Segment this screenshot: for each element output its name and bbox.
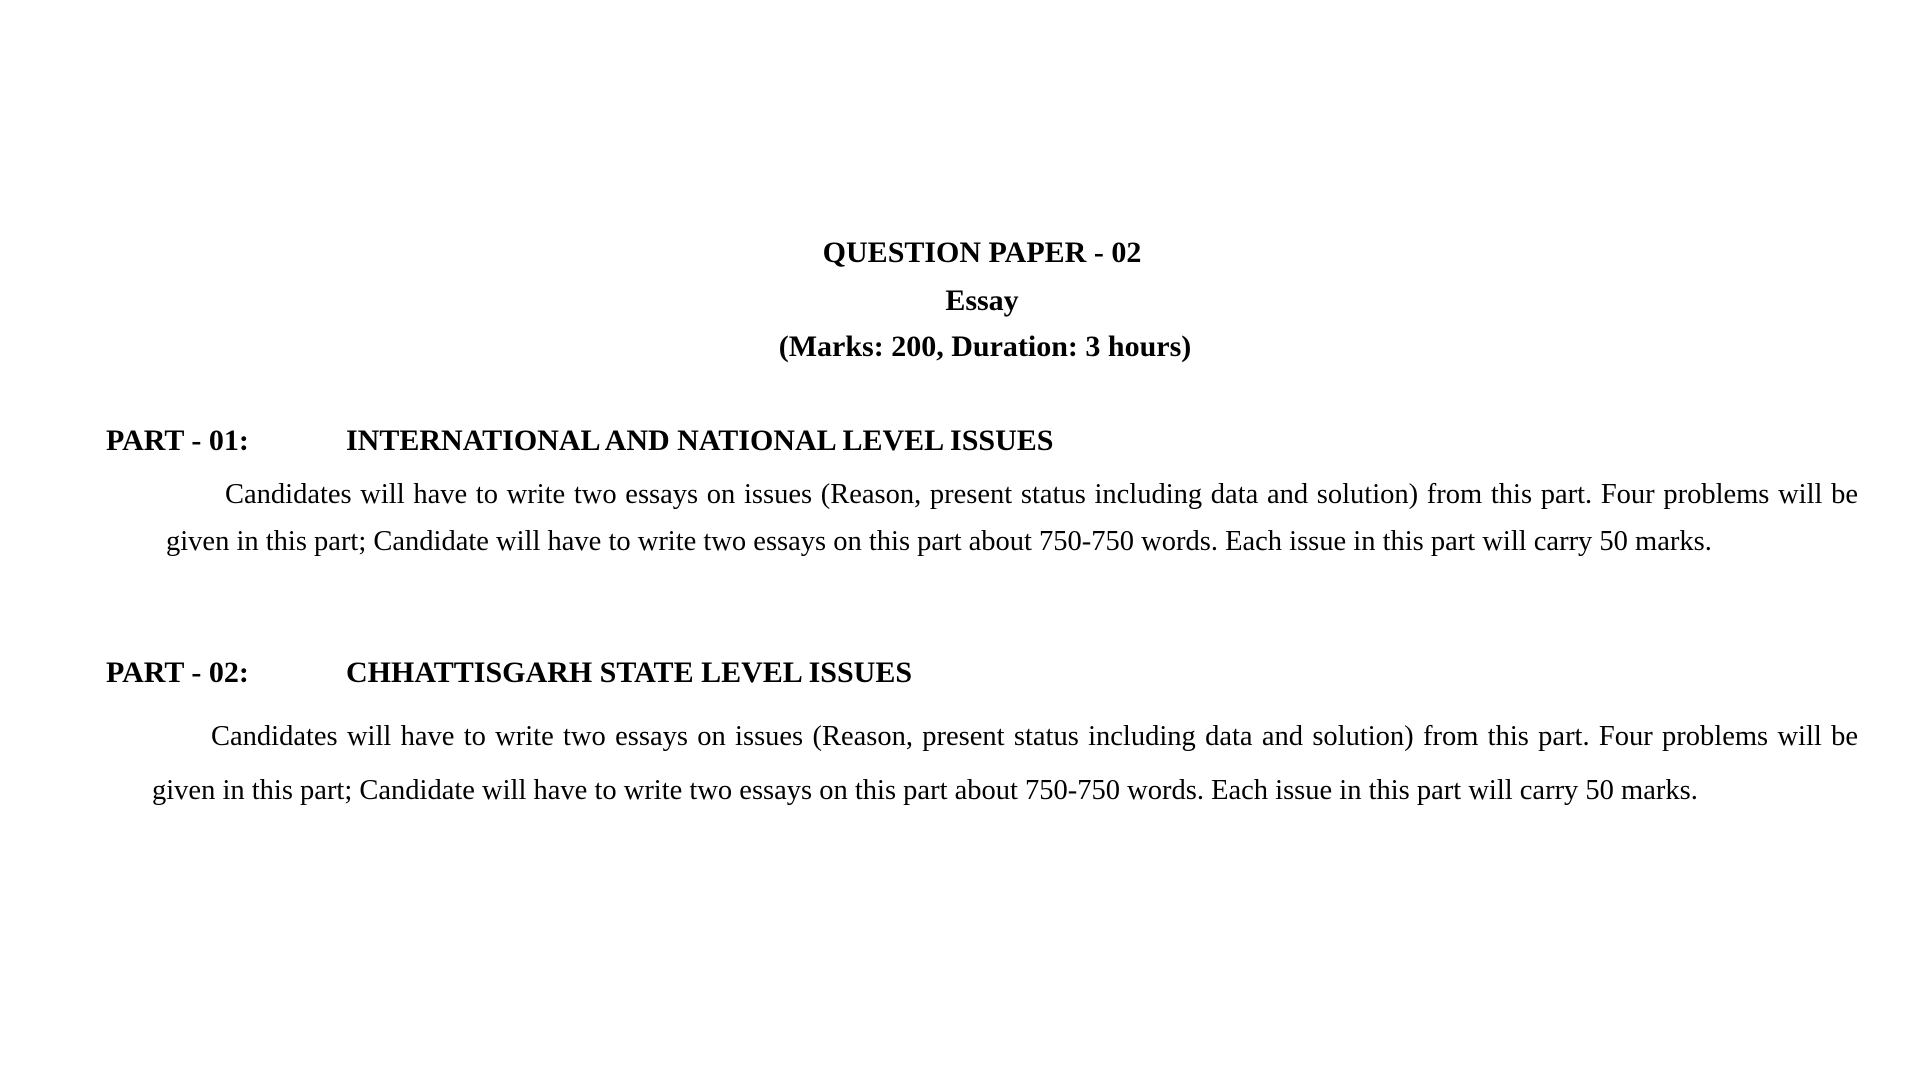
paper-marks-duration: (Marks: 200, Duration: 3 hours) [778,330,1192,363]
part-1-heading [106,424,1053,458]
part-2-heading [106,656,912,690]
part-1-body: Candidates will have to write two essays on issues (Reason, present status including data and solution) from this part. Four problems will be given in this part; Candidate will have to write two essays on this part about 750-750 words. Each issue in this part will carry 50 marks. [166,479,1858,557]
part-2-title: CHHATTISGARH STATE LEVEL ISSUES [346,656,913,689]
part-2-body: Candidates will have to write two essays on issues (Reason, present status including data and solution) from this part. Four problems will be given in this part; Candidate will have to write two essays on this part about 750-750 words. Each issue in this part will carry 50 marks. [152,721,1858,806]
part-2-label: PART - 02: [106,656,249,689]
part-1-title: INTERNATIONAL AND NATIONAL LEVEL ISSUES [346,424,1054,457]
part-1-label: PART - 01: [106,424,249,457]
paper-subject: Essay [945,284,1019,317]
paper-title: QUESTION PAPER - 02 [822,236,1142,269]
